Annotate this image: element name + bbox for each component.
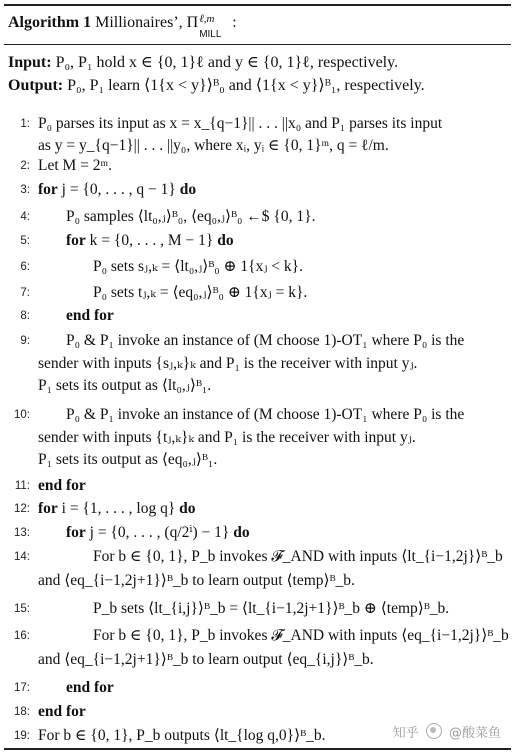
algo-line-cont: and ⟨eq_{i−1,2j+1}⟩ᴮ_b to learn output ⟨temp⟩ᴮ_b.	[38, 572, 355, 589]
line-number: 15:	[14, 603, 30, 615]
output-spec	[8, 75, 425, 95]
algo-line: P₀ parses its input as x = x_{q−1}|| . . . ||x₀ and P₁ parses its input	[38, 115, 443, 132]
line-number: 16:	[14, 630, 30, 642]
algorithm-label: Algorithm 1	[8, 14, 92, 31]
line-number: 13:	[14, 527, 30, 539]
watermark-site: 知乎	[392, 726, 419, 741]
algo-line: end for	[66, 307, 114, 324]
bottom-rule	[4, 748, 511, 750]
algo-line: For b ∈ {0, 1}, P_b invokes 𝓕_AND with inputs ⟨lt_{i−1,2j}⟩ᴮ_b	[93, 548, 503, 565]
line-number: 9:	[20, 335, 30, 347]
algo-line: P_b sets ⟨lt_{i,j}⟩ᴮ_b = ⟨lt_{i−1,2j+1}⟩ᴮ_b ⊕ ⟨temp⟩ᴮ_b.	[93, 600, 450, 617]
top-rule	[4, 4, 511, 6]
algo-line-cont: and ⟨eq_{i−1,2j+1}⟩ᴮ_b to learn output ⟨eq_{i,j}⟩ᴮ_b.	[38, 651, 374, 668]
line-number: 18:	[14, 706, 30, 718]
algo-line: end for	[38, 703, 86, 720]
algo-line: For b ∈ {0, 1}, P_b outputs ⟨lt_{log q,0}⟩ᴮ_b.	[38, 727, 326, 744]
algo-line-cont: P₁ sets its output as ⟨lt₀,ⱼ⟩ᴮ₁.	[38, 377, 212, 394]
algo-line: Let M = 2ᵐ.	[38, 157, 113, 174]
algo-line-cont: sender with inputs {sⱼ,ₖ}ₖ and P₁ is the receiver with input yⱼ.	[38, 355, 418, 372]
algo-line: P₀ & P₁ invoke an instance of (M choose 1)-OT₁ where P₀ is the	[66, 406, 465, 423]
line-number: 14:	[14, 551, 30, 563]
algorithm-title	[8, 13, 237, 40]
algo-line-cont: sender with inputs {tⱼ,ₖ}ₖ and P₁ is the receiver with input yⱼ.	[38, 429, 416, 446]
line-number: 10:	[14, 409, 30, 421]
line-number: 17:	[14, 682, 30, 694]
algo-line-cont: as y = y_{q−1}|| . . . ||y₀, where xᵢ, yᵢ ∈ {0, 1}ᵐ, q = ℓ/m.	[38, 137, 389, 154]
line-number: 4:	[20, 211, 30, 223]
algo-line: for j = {0, . . . , (q/2ⁱ) − 1} do	[66, 524, 250, 541]
algo-line: P₀ & P₁ invoke an instance of (M choose 1)-OT₁ where P₀ is the	[66, 332, 465, 349]
input-text: P₀, P₁ hold x ∈ {0, 1}ℓ and y ∈ {0, 1}ℓ, respectively.	[55, 54, 399, 71]
algo-line: P₀ samples ⟨lt₀,ⱼ⟩ᴮ₀, ⟨eq₀,ⱼ⟩ᴮ₀ ←$ {0, 1}.	[66, 208, 316, 225]
line-number: 7:	[20, 287, 30, 299]
title-colon: :	[232, 14, 237, 31]
line-number: 5:	[20, 235, 30, 247]
line-number: 11:	[14, 480, 30, 492]
watermark-author: @酸菜鱼	[448, 726, 501, 741]
line-number: 3:	[20, 184, 30, 196]
algorithm-name: Millionaires’, Π	[95, 14, 199, 31]
algo-line-cont: P₁ sets its output as ⟨eq₀,ⱼ⟩ᴮ₁.	[38, 451, 218, 468]
algo-line: P₀ sets sⱼ,ₖ = ⟨lt₀,ⱼ⟩ᴮ₀ ⊕ 1{xⱼ < k}.	[93, 258, 303, 275]
algo-line: end for	[38, 477, 86, 494]
algo-line: for k = {0, . . . , M − 1} do	[66, 232, 234, 249]
line-number: 19:	[14, 730, 30, 742]
algo-line: for j = {0, . . . , q − 1} do	[38, 181, 197, 198]
header-rule	[4, 44, 511, 45]
line-number: 2:	[20, 160, 30, 172]
output-text: P₀, P₁ learn ⟨1{x < y}⟩ᴮ₀ and ⟨1{x < y}⟩ᴮ₁, respectively.	[67, 77, 425, 94]
protocol-superscript: ℓ,m	[199, 13, 215, 25]
algo-line: end for	[66, 679, 114, 696]
input-spec	[8, 52, 398, 72]
user-icon	[426, 723, 442, 739]
line-number: 8:	[20, 310, 30, 322]
line-number: 12:	[14, 503, 30, 515]
protocol-subscript: MILL	[199, 29, 222, 40]
watermark	[393, 722, 501, 741]
line-number: 6:	[20, 261, 30, 273]
algo-line: P₀ sets tⱼ,ₖ = ⟨eq₀,ⱼ⟩ᴮ₀ ⊕ 1{xⱼ = k}.	[93, 284, 308, 301]
output-label: Output:	[8, 77, 64, 94]
line-number: 1:	[20, 118, 30, 130]
input-label: Input:	[8, 54, 52, 71]
algo-line: For b ∈ {0, 1}, P_b invokes 𝓕_AND with inputs ⟨eq_{i−1,2j}⟩ᴮ_b	[93, 627, 509, 644]
algo-line: for i = {1, . . . , log q} do	[38, 500, 196, 517]
